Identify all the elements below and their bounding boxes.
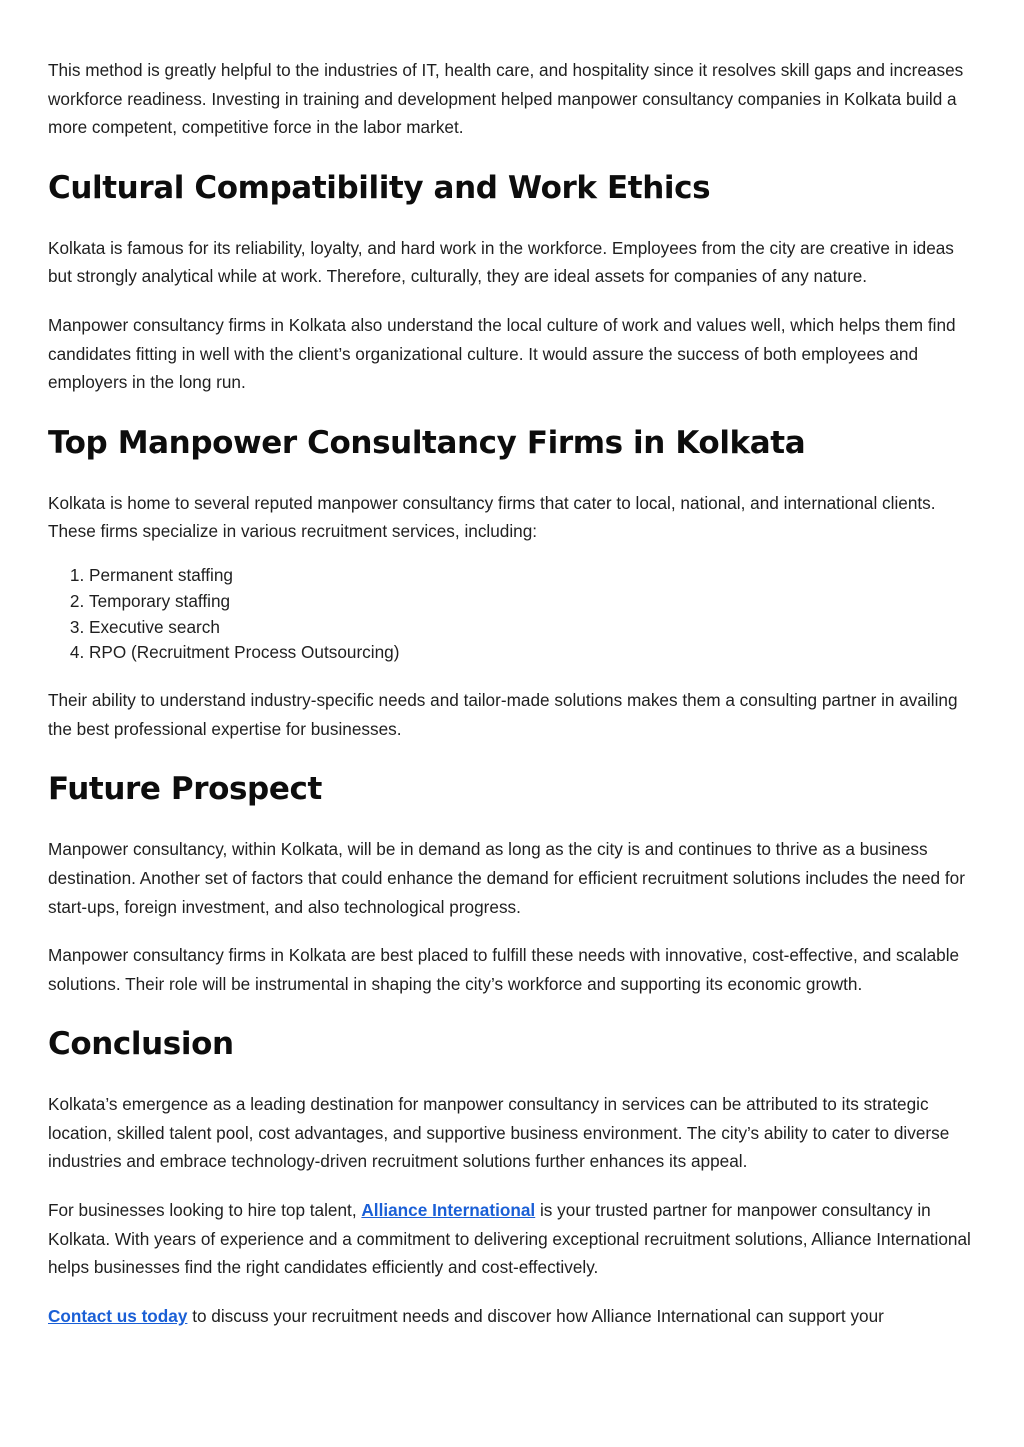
services-list [48, 563, 978, 666]
list-item: 4. RPO (Recruitment Process Outsourcing) [89, 640, 978, 666]
future-paragraph-1: Manpower consultancy, within Kolkata, will be in demand as long as the city is and continues to thrive as a business destination. Another set of factors that could enhance the demand for efficient recruitment solutions includes the need for start-ups, foreign investment, and also technological progress. [48, 839, 965, 917]
cultural-paragraph-1: Kolkata is famous for its reliability, loyalty, and hard work in the workforce. Employees from the city are creative in ideas but strongly analytical while at work. Therefore, culturally, they are ideal assets for companies of any nature. [48, 237, 954, 287]
intro-paragraph: This method is greatly helpful to the industries of IT, health care, and hospitality since it resolves skill gaps and increases workforce readiness. Investing in training and development helped manpower consultancy companies in Kolkata build a more competent, competitive force in the labor market. [48, 60, 964, 138]
heading-top-firms: Top Manpower Consultancy Firms in Kolkata [48, 424, 806, 461]
heading-conclusion: Conclusion [48, 1026, 234, 1063]
heading-cultural-compatibility: Cultural Compatibility and Work Ethics [48, 169, 711, 206]
document-page [48, 56, 978, 1330]
future-paragraph-2: Manpower consultancy firms in Kolkata are best placed to fulfill these needs with innovative, cost-effective, and scalable solutions. Their role will be instrumental in shaping the city’s workforce and supporting its economic growth. [48, 945, 960, 994]
conclusion-p2-text-after: is your trusted partner for manpower consultancy in Kolkata. With years of experience and a commitment to delivering exceptional recruitment solutions, Alliance International helps businesses find the right candidates efficiently and cost-effectively. [48, 1200, 971, 1278]
conclusion-paragraph-1: Kolkata’s emergence as a leading destination for manpower consultancy in services can be attributed to its strategic location, skilled talent pool, cost advantages, and supportive business environment. The city’s ability to cater to diverse industries and embrace technology-driven recruitment solutions further enhances its appeal. [48, 1094, 950, 1172]
conclusion-paragraph-3 [48, 1302, 978, 1331]
alliance-international-link[interactable]: Alliance International [361, 1200, 536, 1221]
list-item: 2. Temporary staffing [89, 589, 978, 615]
conclusion-paragraph-2 [48, 1196, 978, 1282]
cultural-paragraph-2: Manpower consultancy firms in Kolkata also understand the local culture of work and values well, which helps them find candidates fitting in well with the client’s organizational culture. It would assure the success of both employees and employers in the long run. [48, 314, 956, 393]
heading-future-prospect: Future Prospect [48, 771, 322, 808]
conclusion-p2-text-before: For businesses looking to hire top talent, [48, 1200, 362, 1221]
top-firms-paragraph-1: Kolkata is home to several reputed manpower consultancy firms that cater to local, national, and international clients. These firms specialize in various recruitment services, including: [48, 492, 936, 542]
contact-us-link[interactable]: Contact us today [48, 1305, 188, 1326]
conclusion-p3-text-after: to discuss your recruitment needs and discover how Alliance International can support your [187, 1305, 884, 1326]
top-firms-paragraph-2: Their ability to understand industry-specific needs and tailor-made solutions makes them a consulting partner in availing the best professional expertise for businesses. [48, 690, 958, 739]
list-item: 3. Executive search [89, 615, 978, 641]
list-item: 1. Permanent staffing [89, 563, 978, 589]
